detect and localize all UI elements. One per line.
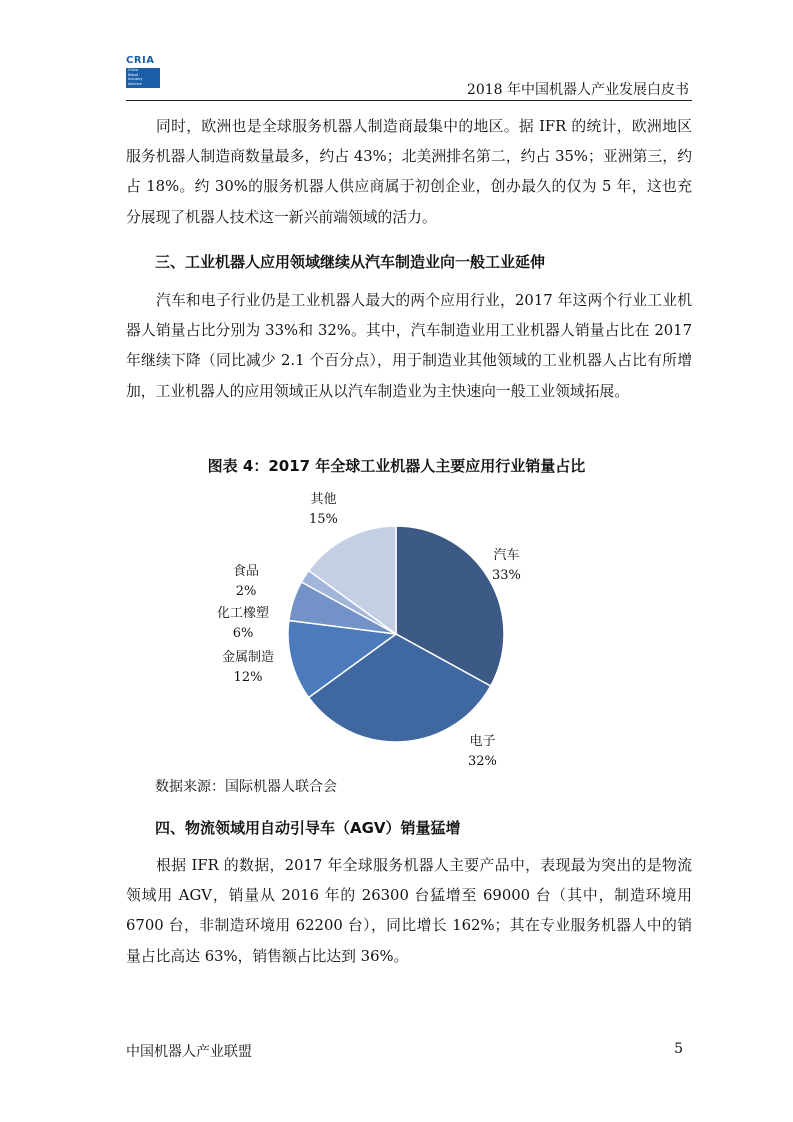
footer-organization: 中国机器人产业联盟: [126, 1044, 252, 1060]
slice-name: 其他: [310, 492, 337, 507]
slice-value: 15%: [309, 512, 338, 527]
figure-title: 图表 4：2017 年全球工业机器人主要应用行业销量占比: [207, 457, 586, 475]
section-heading-3: 三、工业机器人应用领域继续从汽车制造业向一般工业延伸: [155, 253, 546, 271]
logo-line: Robot: [128, 72, 139, 77]
slice-label-electronics: [468, 732, 497, 772]
slice-value: 2%: [235, 584, 257, 599]
slice-value: 33%: [492, 568, 521, 583]
paragraph-industry: 汽车和电子行业仍是工业机器人最大的两个应用行业，2017 年这两个行业工业机器人销量占比分别为 33%和 32%。其中，汽车制造业用工业机器人销量占比在 2017 年继续下降（同比减少 2.1 个百分点），用于制造业其他领域的工业机器人占比有所增加，工业机器人的应用领域正从以汽车制造业为主快速向一般工业领域拓展。: [126, 292, 692, 400]
logo-line: Alliance: [128, 81, 142, 86]
logo-box: [126, 68, 160, 88]
slice-label-other: [309, 490, 338, 530]
paragraph-europe: 同时，欧洲也是全球服务机器人制造商最集中的地区。据 IFR 的统计，欧洲地区服务机器人制造商数量最多，约占 43%；北美洲排名第二，约占 35%；亚洲第三，约占 18%。约 30%的服务机器人供应商属于初创企业，创办最久的仅为 5 年，这也充分展现了机器人技术这一新兴前端领域的活力。: [126, 118, 692, 226]
paragraph-agv: 根据 IFR 的数据，2017 年全球服务机器人主要产品中，表现最为突出的是物流领域用 AGV，销量从 2016 年的 26300 台猛增至 69000 台（其中，制造环境用 6700 台，非制造环境用 62200 台），同比增长 162%；其在专业服务机器人中的销量占比高达 63%，销售额占比达到 36%。: [126, 857, 692, 965]
slice-name: 电子: [469, 734, 496, 749]
slice-label-chemical: [217, 604, 269, 644]
logo-line: Industry: [128, 77, 143, 81]
figure-source: 数据来源：国际机器人联合会: [155, 779, 337, 795]
logo-line: China: [128, 68, 138, 72]
slice-label-metal: [222, 648, 274, 688]
pie-chart-svg: [0, 480, 793, 780]
header-title: 2018 年中国机器人产业发展白皮书: [466, 82, 689, 98]
cria-logo: [126, 56, 160, 88]
section-heading-4: 四、物流领域用自动引导车（AGV）销量猛增: [155, 819, 461, 837]
slice-name: 化工橡塑: [217, 606, 270, 621]
slice-value: 6%: [232, 626, 254, 641]
slice-value: 32%: [468, 754, 497, 769]
logo-text: CRIA: [126, 55, 155, 66]
page-number: 5: [674, 1041, 683, 1057]
slice-label-auto: [492, 546, 521, 586]
header-divider: [126, 100, 692, 101]
slice-name: 金属制造: [222, 650, 275, 665]
slice-value: 12%: [233, 670, 263, 685]
slice-name: 食品: [233, 564, 260, 579]
pie-chart: [0, 480, 793, 780]
slice-name: 汽车: [493, 548, 520, 563]
slice-label-food: [233, 562, 259, 602]
